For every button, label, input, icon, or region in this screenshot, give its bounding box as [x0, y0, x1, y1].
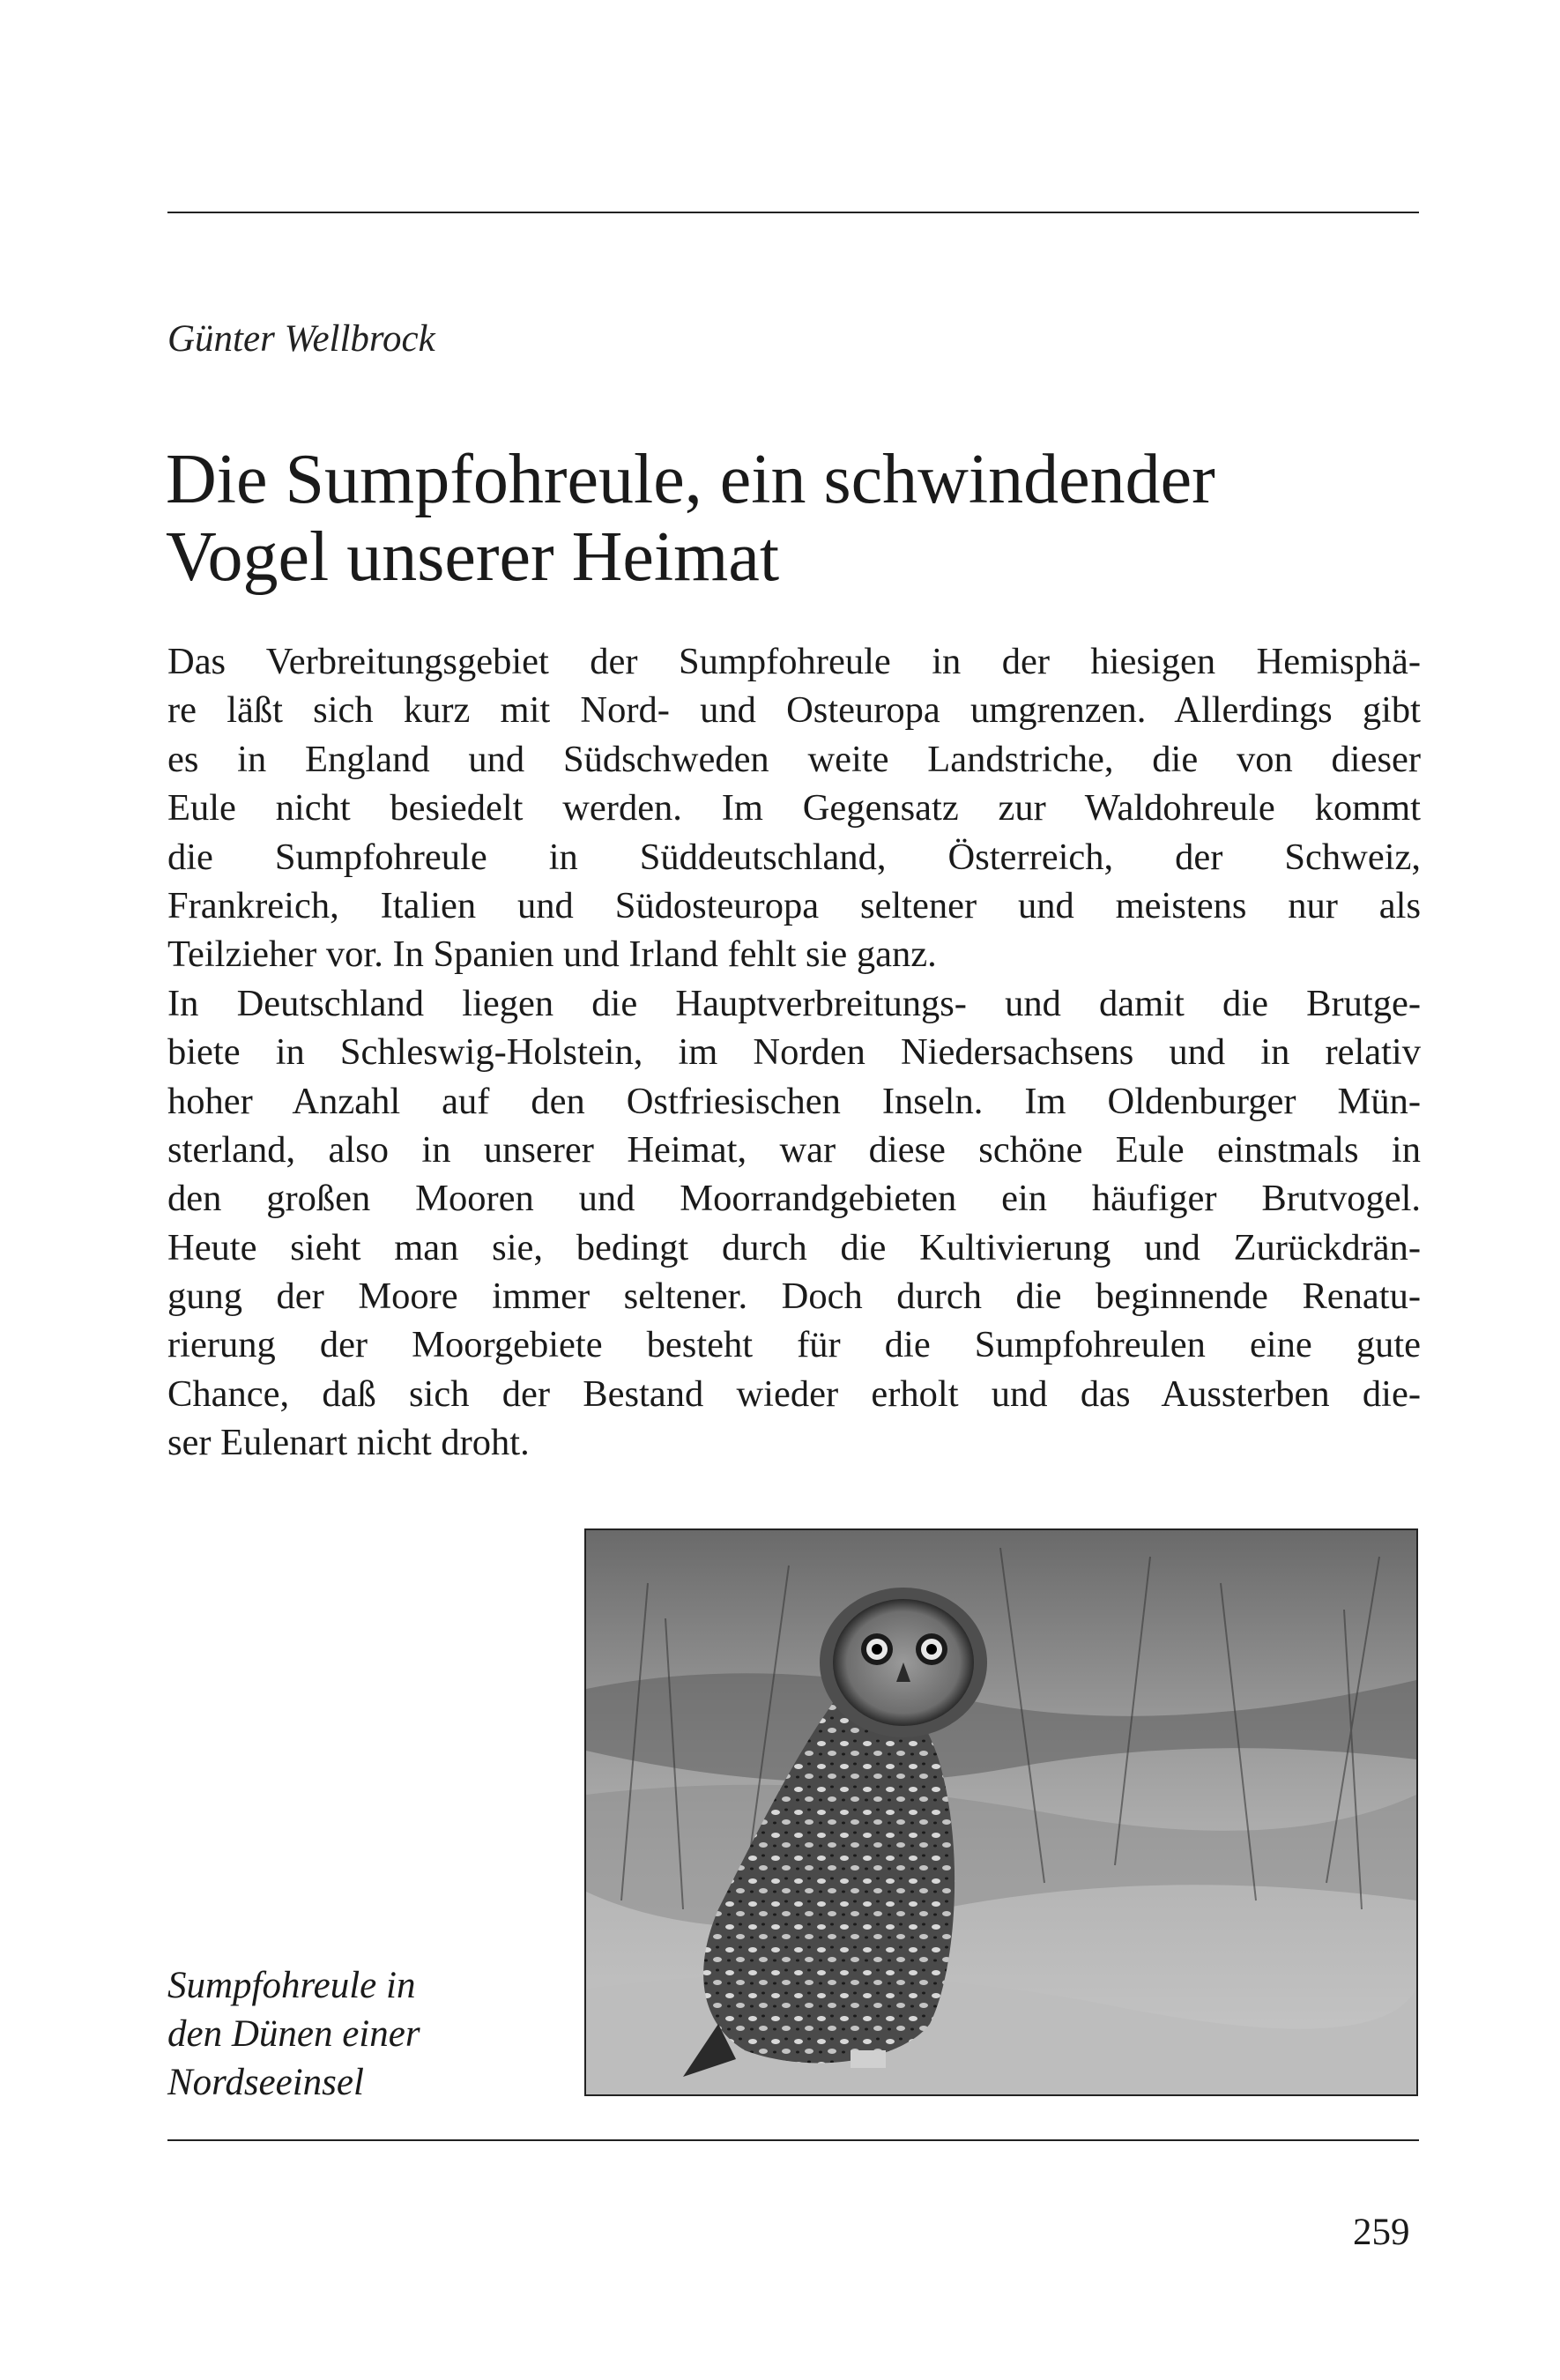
body-line: Das Verbreitungsgebiet der Sumpfohreule in der hiesigen Hemisphä- [167, 641, 1421, 682]
page-number: 259 [1353, 2212, 1410, 2253]
body-line: sterland, also in unserer Heimat, war diese schöne Eule einstmals in [167, 1128, 1421, 1171]
body-line: Chance, daß sich der Bestand wieder erholt und das Aussterben die- [167, 1372, 1421, 1415]
article-body [167, 637, 1421, 1468]
body-line: Teilzieher vor. In Spanien und Irland fehlt sie ganz. [167, 933, 937, 976]
body-line: re läßt sich kurz mit Nord- und Osteuropa umgrenzen. Allerdings gibt [167, 689, 1421, 732]
body-line: biete in Schleswig-Holstein, im Norden Niedersachsens und in relativ [167, 1031, 1421, 1074]
body-line: gung der Moore immer seltener. Doch durch die beginnende Renatu- [167, 1276, 1421, 1318]
body-line: rierung der Moorgebiete besteht für die Sumpfohreulen eine gute [167, 1324, 1421, 1366]
body-line: Heute sieht man sie, bedingt durch die Kultivierung und Zurückdrän- [167, 1226, 1421, 1268]
caption-line: Sumpfohreule in [167, 1965, 416, 2006]
caption-line: Nordseeinsel [167, 2062, 364, 2103]
top-rule [167, 212, 1419, 213]
article-title [166, 441, 1417, 596]
body-line: die Sumpfohreule in Süddeutschland, Österreich, der Schweiz, [167, 836, 1421, 878]
title-line: Die Sumpfohreule, ein schwindender [166, 441, 1215, 518]
body-line: hoher Anzahl auf den Ostfriesischen Inseln. Im Oldenburger Mün- [167, 1080, 1421, 1122]
photo-caption [167, 1961, 420, 2107]
body-line: Eule nicht besiedelt werden. Im Gegensatz zur Waldohreule kommt [167, 787, 1421, 829]
author-name: Günter Wellbrock [167, 318, 435, 360]
body-line: den großen Mooren und Moorrandgebieten ein häufiger Brutvogel. [167, 1178, 1421, 1220]
owl-photo [584, 1528, 1418, 2096]
body-line: Frankreich, Italien und Südosteuropa seltener und meistens nur als [167, 884, 1421, 926]
title-line: Vogel unserer Heimat [166, 518, 780, 596]
body-line: es in England und Südschweden weite Landstriche, die von dieser [167, 738, 1421, 780]
body-line: ser Eulenart nicht droht. [167, 1422, 530, 1464]
bottom-rule [167, 2139, 1419, 2141]
body-line: In Deutschland liegen die Hauptverbreitungs- und damit die Brutge- [167, 982, 1421, 1024]
caption-line: den Dünen einer [167, 2013, 420, 2055]
